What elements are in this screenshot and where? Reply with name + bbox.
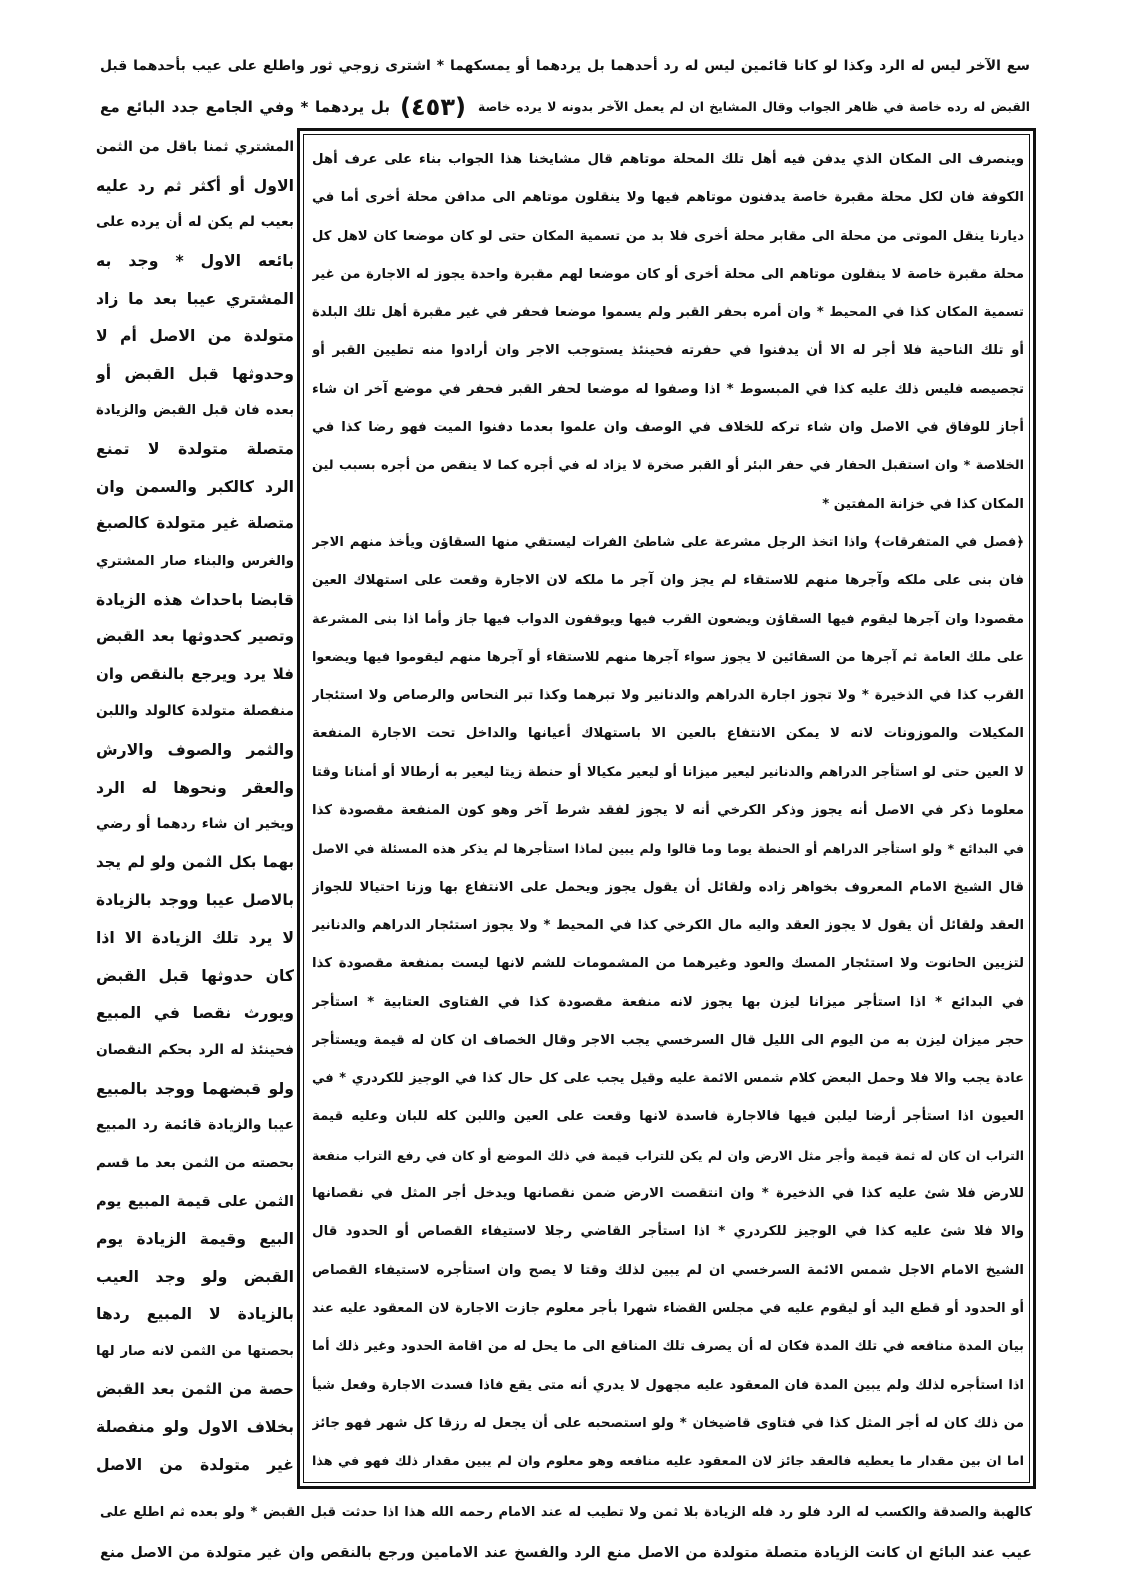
main-line: مقصودا وان آجرها ليقوم فيها السقاؤن ويضعون القرب فيها ويوقفون الدواب فيها جاز وأما اذا بنى المشرعة [312, 611, 1024, 627]
margin-commentary [96, 129, 294, 1484]
main-line: للارض فلا شئ عليه كذا في الذخيرة * وان انتقصت الارض ضمن نقصانها ويدخل أجر المثل في نقصانها [312, 1186, 1024, 1202]
margin-line: وحدوثها قبل القبض أو [96, 363, 294, 383]
main-line: والا فلا شئ عليه كذا في الوجيز للكردري * اذا استأجر القاضي رجلا لاستيفاء القصاص أو الحدود قال [312, 1224, 1024, 1240]
main-line: أو الحدود أو قطع اليد أو ليقوم عليه في مجلس القضاء شهرا بأجر معلوم جازت الاجارة لان المعقود عليه عند [312, 1300, 1024, 1316]
main-line: اما ان بين مقدار ما يعطيه فالعقد جائز لان المعقود عليه منافعه وهو معلوم وان لم يبين مقدار ذلك فهو في هذا [312, 1454, 1024, 1470]
margin-line: بخلاف الاول ولو منفصلة [96, 1417, 294, 1437]
main-line: عادة يجب والا فلا وحمل البعض كلام شمس الائمة عليه وقيل يجب على كل حال كذا في الوجيز للكردري * في [312, 1071, 1024, 1087]
main-line: اذا استأجره لذلك ولم يبين المدة فان المعقود عليه مجهول لا يدري أنه متى يقع فاذا فسدت الاجارة وفعل شيأ [312, 1377, 1024, 1393]
margin-line: الاول أو أكثر ثم رد عليه [96, 175, 294, 195]
margin-line: عيبا والزيادة قائمة رد المبيع [96, 1117, 294, 1134]
main-line: الكوفة فان لكل محلة مقبرة خاصة يدفنون موتاهم فيها ولا ينقلون موتاهم الى مدافن محلة أخرى أما في [312, 190, 1024, 206]
main-line: بيان المدة منافعه في تلك المدة فكان له أن يصرف تلك المنافع الى ما يحل له من اقامة الحدود وغير ذلك أما [312, 1339, 1024, 1355]
main-line: قال الشيخ الامام المعروف بخواهر زاده ولقائل أن يقول يجوز ويحمل على الانتفاع بها وزنا احتيالا للجواز [312, 879, 1024, 895]
main-line: العقد ولقائل أن يقول لا يجوز العقد واليه مال الكرخي كذا في المحيط * ولا يجوز استئجار الدراهم والدنانير [312, 917, 1024, 933]
main-line: في البدائع * اذا استأجر ميزانا ليزن بها يجوز لانه منفعة مقصودة كذا في الفتاوى العتابية * استأجر [312, 994, 1024, 1010]
margin-line: القبض ولو وجد العيب [96, 1266, 294, 1286]
main-line: تجصيصه فليس ذلك عليه كذا في المبسوط * اذا وصفوا له موضعا لحفر القبر فحفر في موضع آخر ان شاء [312, 381, 1024, 397]
margin-line: ولو قبضهما ووجد بالمبيع [96, 1078, 294, 1098]
margin-line: بعده فان قبل القبض والزيادة [96, 403, 294, 419]
main-line: الخلاصة * وان استقبل الحفار في حفر البئر أو القبر صخرة لا يزاد له في أجره كما لا ينقص من أجره بسبب لين [312, 458, 1024, 474]
main-line-paragraph-end: المكان كذا في خزانة المفتين * [822, 496, 1024, 512]
main-line: فان بنى على ملكه وآجرها منهم للاستقاء لم يجز وان آجر ما ملكه لان الاجارة وقعت على استهلاك العين [312, 573, 1024, 589]
margin-line: بائعه الاول * وجد به [96, 250, 294, 270]
main-line: حجر ميزان ليزن به من اليوم الى الليل قال السرخسي يجب الاجر وقال الخصاف ان كان له قيمة ويستأجر [312, 1032, 1024, 1048]
main-line: تسمية المكان كذا في المحيط * وان أمره بحفر القبر ولم يسموا موضعا فحفر في غير مقبرة أهل تلك البلدة [312, 305, 1024, 321]
margin-line: قابضا باحداث هذه الزيادة [96, 589, 294, 609]
footer-line-2: عيب عند البائع ان كانت الزيادة متصلة متولدة من الاصل منع الرد والفسخ عند الامامين ورجع بالنقص وان غير متولدة من الاصل منع [100, 1545, 1032, 1561]
margin-line: والثمر والصوف والارش [96, 740, 294, 759]
main-line: العيون اذا استأجر أرضا ليلبن فيها فالاجارة فاسدة لانها وقعت على العين واللبن كله للبان وعليه قيمة [312, 1109, 1024, 1125]
margin-line: متولدة من الاصل أم لا [96, 326, 294, 346]
footer-line-1: كالهبة والصدقة والكسب له الرد فلو رد فله الزيادة بلا ثمن ولا تطيب له عند الامام رحمه الله هذا اذا حدثت قبل القبض * ولو بعده ثم اطلع على [100, 1505, 1032, 1520]
main-line: محلة مقبرة خاصة لا ينقلون موتاهم الى محلة أخرى أو كان موضعا لهم مقبرة واحدة يجوز له الاجارة من غير [312, 266, 1024, 282]
margin-line: كان حدوثها قبل القبض [96, 965, 294, 985]
main-line: في البدائع * ولو استأجر الدراهم أو الحنطة يوما وما قالوا ولم يبين لماذا استأجرها لم يذكر هذه المسئلة في الاصل [312, 841, 1024, 857]
main-line: على ملك العامة ثم آجرها من السقائين لا يجوز سواء آجرها منهم للاستقاء أو آجرها منهم ليقوموا فيها ويضعوا [312, 649, 1024, 665]
main-line: التراب ان كان له ثمة قيمة وأجر مثل الارض وان لم يكن للتراب قيمة في ذلك الموضع أو كان في رفع التراب منفعة [312, 1148, 1024, 1163]
main-line: معلوما ذكر في الاصل أنه يجوز وذكر الكرخي أنه لا يجوز لفقد شرط آخر وهو كون المنفعة مقصودة كذا [312, 803, 1024, 819]
margin-line: بالاصل عيبا ووجد بالزيادة [96, 890, 294, 909]
main-line: من ذلك كان له أجر المثل كذا في فتاوى قاضيخان * ولو استصحبه على أن يجعل له رزقا كل شهر فهو جائز [312, 1415, 1024, 1431]
margin-line: حصة من الثمن بعد القبض [96, 1379, 294, 1398]
margin-line: المشتري عيبا بعد ما زاد [96, 288, 294, 308]
main-line: ديارنا ينقل الموتى من محلة الى مقابر محلة أخرى فلا بد من تسمية المكان حتى لو كان موضعا كان لاهل كل [312, 228, 1024, 244]
header-line-2-right: القبض له رده خاصة في ظاهر الجواب وقال المشايخ ان لم يعمل الآخر بدونه لا يرده خاصة [478, 100, 1030, 114]
margin-line: بهما بكل الثمن ولو لم يجد [96, 852, 294, 871]
margin-line: ويورث نقصا في المبيع [96, 1003, 294, 1023]
main-line: لا العين حتى لو استأجر الدراهم والدنانير ليعير ميزانا أو ليعير مكيالا أو حنطة زيتا ليعير به أرطالا أو أمنانا وقتا [312, 764, 1024, 780]
margin-line: منفصلة متولدة كالولد واللبن [96, 703, 294, 720]
margin-line: غير متولدة من الاصل [96, 1454, 294, 1474]
margin-line: متصلة غير متولدة كالصبغ [96, 514, 294, 533]
main-text-block [312, 141, 1024, 1481]
margin-line: متصلة متولدة لا تمنع [96, 439, 294, 458]
margin-line: بالزيادة لا المبيع ردها [96, 1304, 294, 1324]
margin-line: الثمن على قيمة المبيع يوم [96, 1192, 294, 1210]
page-number: (٤٥٣) [400, 93, 466, 121]
margin-line: ويخير ان شاء ردهما أو رضي [96, 816, 294, 833]
section-heading-line: ﴿فصل في المتفرقات﴾ واذا اتخذ الرجل مشرعة على شاطئ الفرات ليستقي منها السقاؤن ويأخذ منهم الاجر [312, 534, 1024, 550]
main-line: أجاز للوفاق في الاصل وان شاء تركه للخلاف في الوصف وان علموا بعدما دفنوا الميت فهو رضا كذا في [312, 420, 1024, 436]
margin-line: والعقر ونحوها له الرد [96, 777, 294, 797]
margin-line: فلا يرد ويرجع بالنقص وان [96, 664, 294, 683]
margin-line: المشتري ثمنا باقل من الثمن [96, 139, 294, 155]
main-line: المكيلات والموزونات لانه لا يمكن الانتفاع بالعين الا باستهلاك أعيانها والداخل تحت الاجارة المنفعة [312, 726, 1024, 742]
margin-line: والغرس والبناء صار المشتري [96, 553, 294, 569]
margin-line: فحينئذ له الرد بحكم النقصان [96, 1042, 294, 1058]
header-line-1: سع الآخر ليس له الرد وكذا لو كانا قائمين ليس له رد أحدهما بل يردهما أو يمسكهما * اشترى زوجي ثور واطلع على عيب بأحدهما قبل [100, 58, 1030, 74]
margin-line: بعيب لم يكن له أن يرده على [96, 214, 294, 231]
margin-line: الرد كالكبر والسمن وان [96, 476, 294, 496]
main-line: وينصرف الى المكان الذي يدفن فيه أهل تلك المحلة موتاهم قال مشايخنا هذا الجواب بناء على عرف أهل [312, 152, 1024, 167]
header-line-2-left: بل يردهما * وفي الجامع جدد البائع مع [100, 98, 390, 116]
margin-line: بحصتها من الثمن لانه صار لها [96, 1344, 294, 1359]
main-line: أو تلك الناحية فلا أجر له الا أن يدفنوا في حفرته فحينئذ يستوجب الاجر وان أرادوا منه تطيين القبر أو [312, 343, 1024, 359]
margin-line: البيع وقيمة الزيادة يوم [96, 1229, 294, 1249]
margin-line: وتصير كحدوثها بعد القبض [96, 627, 294, 646]
margin-line: بحصته من الثمن بعد ما قسم [96, 1154, 294, 1171]
margin-line: لا يرد تلك الزيادة الا اذا [96, 928, 294, 948]
main-line: الشيخ الامام الاجل شمس الائمة السرخسي ان لم يبين لذلك وقتا لا يصح وان استأجره لاستيفاء القصاص [312, 1262, 1024, 1278]
main-line: القرب كذا في الذخيرة * ولا تجوز اجارة الدراهم والدنانير ولا تبرهما وكذا تبر النحاس والرصاص ولا استئجار [312, 688, 1024, 704]
main-line: لتزيين الحانوت ولا استئجار المسك والعود وغيرهما من المشمومات للشم لانها ليست بمنفعة مقصودة كذا [312, 956, 1024, 972]
